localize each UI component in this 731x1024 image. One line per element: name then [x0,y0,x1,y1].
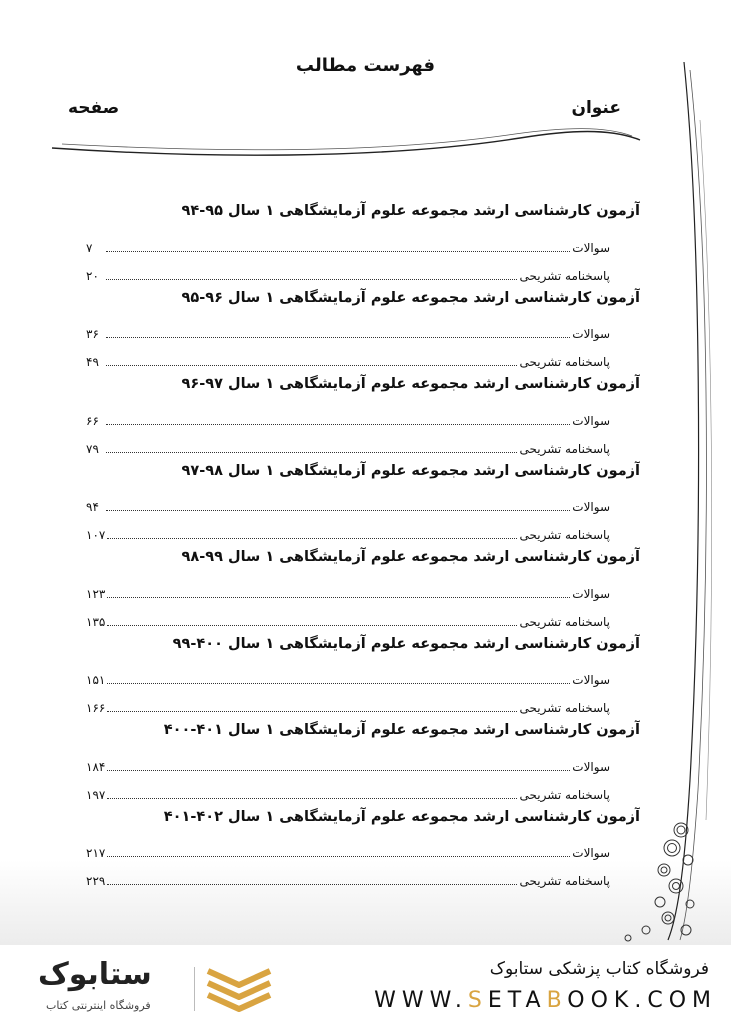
dot-leader [107,711,517,712]
dot-leader [107,625,517,626]
dot-leader [106,452,517,453]
toc-entry-questions[interactable] [86,660,640,688]
dot-leader [107,856,570,857]
dot-leader [106,251,570,252]
dot-leader [106,365,517,366]
entry-label: پاسخنامه تشریحی [519,441,610,456]
entry-label: سوالات [572,673,610,688]
column-heading-title: عنوان [571,98,621,118]
toc-section-title[interactable]: آزمون کارشناسی ارشد مجموعه علوم آزمایشگاهی ۱ سال ۴۰۲-۴۰۱ [163,808,640,825]
url-letter-s: S [467,988,488,1013]
url-middle: ETA [487,988,547,1013]
entry-label: سوالات [572,759,610,774]
page-number: ۲۰ [86,268,99,283]
book-stack-logo-icon [204,965,274,1015]
dot-leader [107,683,570,684]
toc-section-title[interactable]: آزمون کارشناسی ارشد مجموعه علوم آزمایشگاهی ۱ سال ۴۰۰-۹۹ [172,635,640,652]
entry-label: پاسخنامه تشریحی [519,701,610,715]
url-suffix: OOK.COM [567,988,717,1013]
page-number: ۱۲۳ [86,586,106,601]
toc-section-title[interactable]: آزمون کارشناسی ارشد مجموعه علوم آزمایشگاهی ۱ سال ۴۰۱-۴۰۰ [163,722,640,738]
url-letter-b: B [546,988,568,1013]
toc-entry-questions[interactable] [86,833,640,861]
toc-entry-questions[interactable] [86,573,640,601]
toc-entry-questions[interactable] [86,487,640,515]
toc-section [86,802,640,889]
dot-leader [107,770,570,771]
page-number: ۳۶ [86,327,99,342]
toc-entry-answers[interactable] [86,687,640,715]
toc-entry-answers[interactable] [86,514,640,542]
entry-label: سوالات [572,240,610,255]
page-number: ۱۸۴ [86,759,106,774]
entry-label: پاسخنامه تشریحی [519,874,610,888]
toc-section [86,715,640,802]
page-number: ۹۴ [86,500,99,515]
page-number: ۱۹۷ [86,787,106,802]
toc-entry-answers[interactable] [86,255,640,283]
page-number: ۶۶ [86,413,99,428]
dot-leader [107,884,517,885]
entry-label: سوالات [572,413,610,428]
toc-entry-questions[interactable] [86,746,640,774]
toc-section [86,196,640,283]
toc-section-title[interactable]: آزمون کارشناسی ارشد مجموعه علوم آزمایشگاهی ۱ سال ۹۵-۹۴ [181,203,640,219]
page-number: ۷ [86,240,93,255]
entry-label: سوالات [572,500,610,515]
toc-title: فهرست مطالب [295,55,436,76]
toc-entry-questions[interactable] [86,314,640,342]
page-number: ۲۲۹ [86,874,106,888]
logo-divider [194,967,195,1011]
toc-entry-answers[interactable] [86,860,640,888]
dot-leader [106,337,570,338]
entry-label: پاسخنامه تشریحی [519,614,610,629]
dot-leader [107,538,517,539]
url-prefix: WWW. [374,988,468,1013]
page-number: ۱۶۶ [86,701,106,715]
toc-entry-questions[interactable] [86,227,640,255]
toc-entry-answers[interactable] [86,774,640,802]
toc-entry-answers[interactable] [86,601,640,629]
dot-leader [106,279,517,280]
page-number: ۲۱۷ [86,846,106,861]
page-number: ۴۹ [86,355,99,369]
dot-leader [107,798,517,799]
store-footer [0,945,731,1024]
toc-entry-questions[interactable] [86,400,640,428]
toc-section [86,369,640,456]
toc-section [86,542,640,629]
toc-section [86,456,640,543]
toc-entry-answers[interactable] [86,341,640,369]
toc-section [86,283,640,370]
entry-label: پاسخنامه تشریحی [519,787,610,802]
entry-label: سوالات [572,327,610,342]
store-logo-wordmark[interactable]: ستابوک [38,957,152,992]
dot-leader [107,597,570,598]
store-name: فروشگاه کتاب پزشکی ستابوک [489,959,709,979]
toc-section [86,629,640,716]
table-of-contents [86,196,640,888]
toc-entry-answers[interactable] [86,428,640,456]
store-url-link[interactable] [374,988,717,1013]
toc-section-title[interactable]: آزمون کارشناسی ارشد مجموعه علوم آزمایشگاهی ۱ سال ۹۸-۹۷ [181,462,640,479]
page-number: ۱۵۱ [86,673,106,688]
entry-label: پاسخنامه تشریحی [519,355,610,369]
store-logo-tagline: فروشگاه اینترنتی کتاب [46,999,151,1012]
toc-section-title[interactable]: آزمون کارشناسی ارشد مجموعه علوم آزمایشگاهی ۱ سال ۹۹-۹۸ [181,549,640,565]
entry-label: سوالات [572,586,610,601]
entry-label: پاسخنامه تشریحی [519,268,610,283]
page-number: ۷۹ [86,441,99,456]
entry-label: پاسخنامه تشریحی [519,528,610,542]
page-number: ۱۰۷ [86,528,106,542]
dot-leader [106,510,570,511]
column-heading-page: صفحه [68,98,120,118]
page-number: ۱۳۵ [86,614,106,629]
toc-section-title[interactable]: آزمون کارشناسی ارشد مجموعه علوم آزمایشگاهی ۱ سال ۹۷-۹۶ [181,376,640,392]
dot-leader [106,424,570,425]
toc-section-title[interactable]: آزمون کارشناسی ارشد مجموعه علوم آزمایشگاهی ۱ سال ۹۶-۹۵ [181,289,640,306]
entry-label: سوالات [572,846,610,861]
